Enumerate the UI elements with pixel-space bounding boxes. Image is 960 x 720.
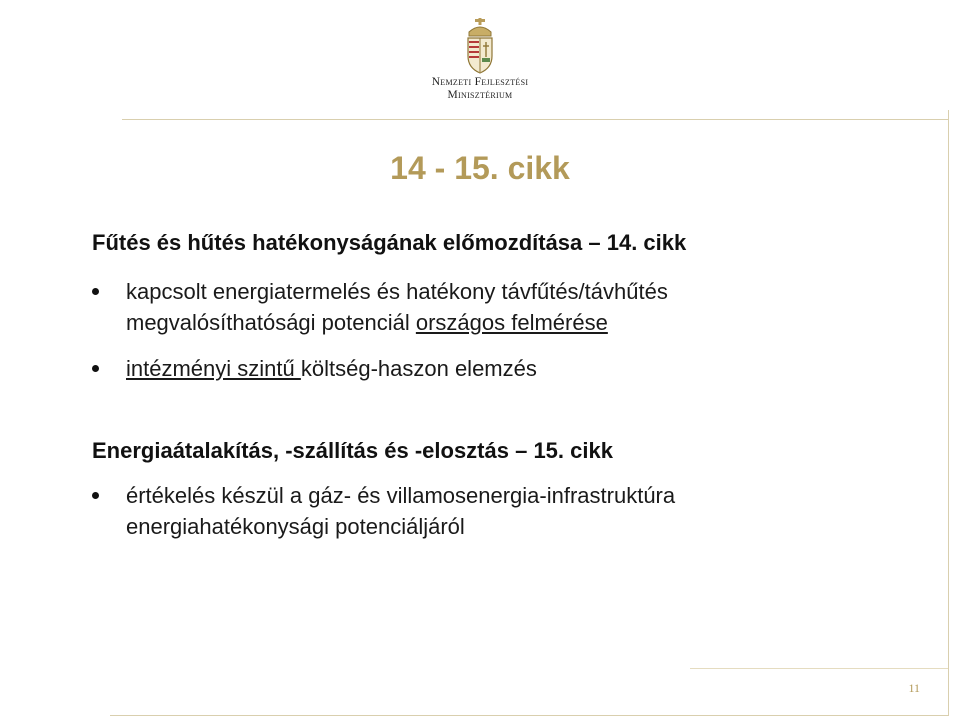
word: energiatermelés [212, 279, 371, 304]
text-plain: megvalósíthatósági potenciál [126, 310, 416, 335]
bullet-line-1 [126, 480, 894, 511]
section-heading-article-15: Energiaátalakítás, -szállítás és -elosztás – 15. cikk [92, 438, 613, 463]
frame-bottom-border [110, 715, 948, 716]
frame-right-border [948, 110, 949, 716]
word: a [289, 483, 303, 508]
bullet-icon [92, 365, 99, 372]
section-heading-article-14: Fűtés és hűtés hatékonyságának előmozdítása – 14. cikk [92, 230, 687, 255]
word: villamosenergia-infrastruktúra [386, 483, 676, 508]
bullet-line-1 [126, 353, 894, 384]
word: hatékony [406, 279, 496, 304]
bullet-icon [92, 288, 99, 295]
ministry-logo [420, 18, 540, 118]
bullet-line-2: energiahatékonysági potenciáljáról [126, 514, 465, 539]
slide-title: 14 - 15. cikk [390, 150, 570, 186]
logo-line-2: Minisztérium [447, 89, 513, 101]
footer-divider [690, 668, 948, 669]
logo-line-1: Nemzeti Fejlesztési [431, 76, 529, 88]
bullet-line-2 [126, 307, 894, 338]
text-plain: költség-haszon elemzés [300, 356, 537, 381]
word: értékelés [126, 483, 216, 508]
list-item [92, 276, 894, 338]
word: távfűtés/távhűtés [501, 279, 668, 304]
list-item [92, 353, 894, 384]
word: készül [221, 483, 284, 508]
bullet-line-1 [126, 276, 894, 307]
text-underlined: országos felmérése [415, 310, 608, 335]
word: kapcsolt [126, 279, 207, 304]
coat-of-arms-icon [463, 18, 497, 74]
list-item [92, 480, 894, 542]
word: és [357, 483, 381, 508]
word: gáz- [308, 483, 352, 508]
page-number: 11 [908, 681, 920, 695]
header-divider [122, 119, 948, 120]
word: és [376, 279, 400, 304]
text-underlined: intézményi szintű [126, 356, 301, 381]
bullet-icon [92, 492, 99, 499]
